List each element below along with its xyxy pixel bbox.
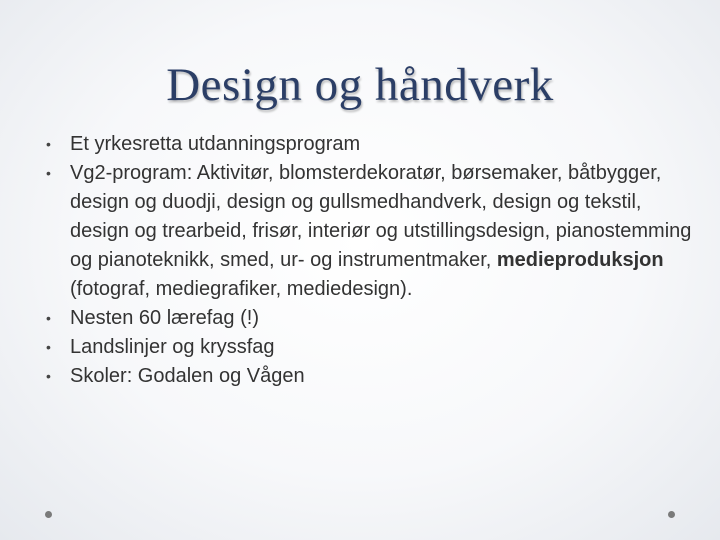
decorative-dot-right bbox=[668, 511, 675, 518]
bullet-item bbox=[46, 362, 696, 391]
decorative-dot-left bbox=[45, 511, 52, 518]
bullet-dot: • bbox=[46, 165, 51, 181]
bullet-dot: • bbox=[46, 339, 51, 355]
bullet-bold-text: medieproduksjon bbox=[496, 249, 664, 271]
bullet-list bbox=[46, 130, 696, 391]
slide-title: Design og håndverk bbox=[166, 59, 554, 111]
bullet-text: Skoler: Godalen og Vågen bbox=[70, 365, 305, 387]
bullet-text: Landslinjer og kryssfag bbox=[70, 336, 275, 358]
bullet-item bbox=[46, 333, 696, 362]
bullet-dot: • bbox=[46, 368, 51, 384]
bullet-dot: • bbox=[46, 310, 51, 326]
bullet-dot: • bbox=[46, 136, 51, 152]
bullet-text: Et yrkesretta utdanningsprogram bbox=[70, 133, 361, 155]
bullet-text: (fotograf, mediegrafiker, mediedesign). bbox=[70, 278, 413, 300]
bullet-item bbox=[46, 159, 696, 304]
bullet-item bbox=[46, 130, 696, 159]
bullet-text: Nesten 60 lærefag (!) bbox=[70, 307, 259, 329]
bullet-item bbox=[46, 304, 696, 333]
bullet-text: Vg2-program: Aktivitør, blomsterdekoratør, børsemaker, båtbygger, design og duodji, design og gullsmedhandverk, design og tekstil, design og trearbeid, frisør, interiør og utstillingsdesign, pianostemming og pianoteknikk, smed, ur- og instrumentmaker, bbox=[70, 162, 692, 271]
